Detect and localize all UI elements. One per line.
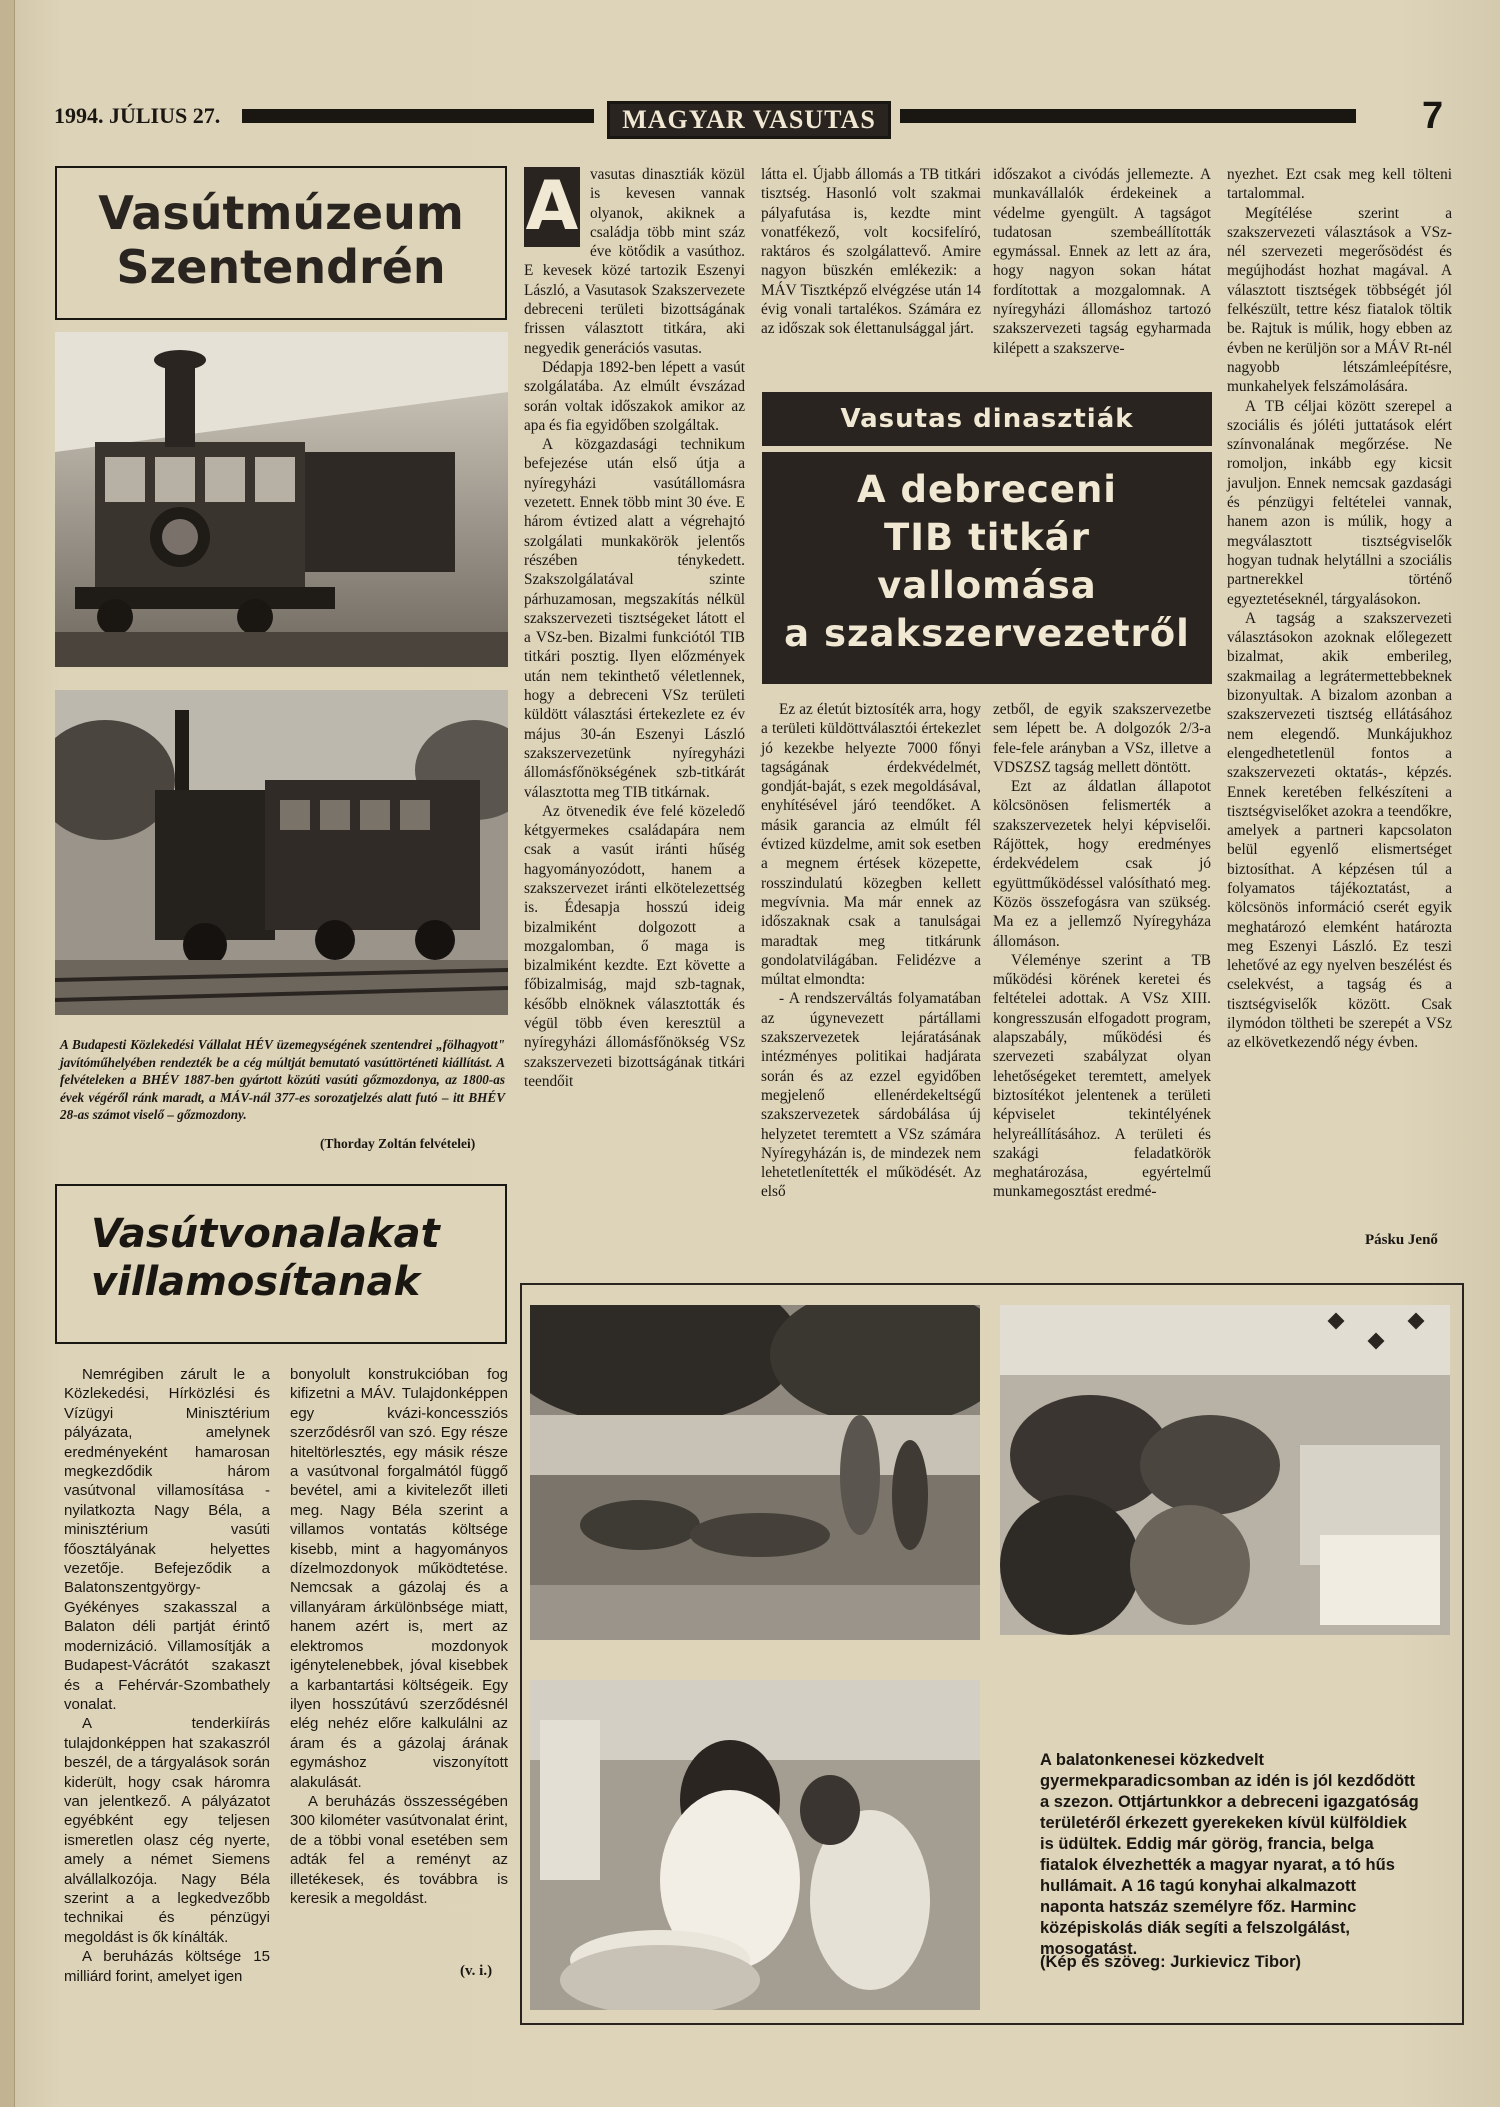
electrify-title-box	[55, 1184, 507, 1344]
museum-caption: A Budapesti Közlekedési Vállalat HÉV üzemegységének szentendrei „fölhagyott" javítóműhelyében rendezték be a cég múltját bemutató vasúttörténeti kiállítást. A felvételeken a BHÉV 1887-ben gyártott közúti vasúti gőzmozdonya, az 1800-as évek végéről ránk maradt, a MÁV-nál 377-es sorozatjelzés alatt futó – itt BHÉV 28-as számot viselő – gőzmozdony.	[60, 1037, 505, 1122]
paragraph: A közgazdasági technikum befejezése után első útja a nyíregyházi vasútállomásra vezetett. Ennek több mint 30 éve. E három évtized alatt a végrehajtó szolgálati munkakörök jelentős részében ténykedett. Szakszolgálatával szinte párhuzamosan, megszakítás nélkül szakszervezeti tisztségeket látott el a VSz-ben. Bizalmi funkciótól TIB titkári posztig. Ilyen előzmények után nem tekinthető véletlennek, hogy a debreceni VSz területi küldött választási értekezlete ez év május 30-án Eszenyi László szakszervezetünk nyíregyházi állomásfőnökségének szb-titkárát választotta meg TIB titkárnak.	[524, 436, 745, 801]
dynasty-column-2-top	[761, 165, 981, 375]
paragraph: A beruházás költsége 15 milliárd forint, amelyet igen	[64, 1948, 270, 1985]
page-number: 7	[1422, 95, 1444, 137]
paragraph: időszakot a civódás jellemezte. A munkavállalók érdekeinek a védelme gyengült. A tagságot tudatosan szembeállították egymással. Ennek az lett az ára, hogy nagyon sokan hátat fordítottak a mozgalomnak. A nyíregyházi állomáshoz tartozó szakszervezeti tagság egyharmada kilépett a szakszerve-	[993, 166, 1211, 357]
dynasty-column-1	[524, 165, 745, 1090]
museum-title-line1: Vasútmúzeum	[98, 186, 464, 240]
paragraph: bonyolult konstrukcióban fog kifizetni a MÁV. Tulajdonképpen egy kvázi-koncessziós szerződésről van szó. Egy része hiteltörlesztés, egy másik része a vasútvonal forgalmától függő bevétel, ami a kivitelezőt illeti meg. Nagy Béla szerint a villamos vontatás költsége kisebb, mint a hagyományos dízelmozdonyok működtetése. Nemcsak a gázolaj és a villanyáram árkülönbsége miatt, hanem azért is, mert az elektromos mozdonyok igénytelenebbek, jóval kisebbek a karbantartási költségeik. Egy ilyen hosszútávú szerződésnél elég nehéz előre kalkulálni az áram és a gázolaj árának egymáshoz viszonyított alakulását.	[290, 1366, 508, 1791]
issue-date: 1994. JÚLIUS 27.	[54, 103, 221, 128]
balaton-photo-dining	[1000, 1305, 1450, 1635]
paragraph: Véleménye szerint a TB működési körének keretei és feltételei adottak. A VSz XIII. kongresszusán elfogadott program, alapszabály, működési és szervezeti szabályzat olyan lehetőségeket teremtett, amelyek biztosítékot jelentenek a területi képviselet tekintélyének helyreállításához. A területi és szakági feladatkörök meghatározása, egyértelmű munkamegosztást eredmé-	[993, 951, 1211, 1201]
museum-photo-credit: (Thorday Zoltán felvételei)	[320, 1136, 476, 1151]
balaton-photo-kitchen	[530, 1680, 980, 2010]
electrify-title-line2: villamosítanak	[91, 1259, 421, 1305]
museum-title-box	[55, 166, 507, 320]
balaton-photo-beach	[530, 1305, 980, 1640]
museum-photo-tram	[55, 332, 508, 667]
dynasty-kicker: Vasutas dinasztiák	[762, 392, 1212, 446]
paragraph: Dédapja 1892-ben lépett a vasút szolgálatába. Az elmúlt évszázad során voltak időszakok amikor az apa és fia egyidőben szolgáltak.	[524, 358, 745, 434]
header-rule-right	[900, 109, 1356, 123]
paragraph: A tenderkiírás tulajdonképpen hat szakaszról beszél, de a tárgyalások során kiderült, hogy csak háromra van jelentkező. A pályázatot egyébként egy teljesen ismeretlen olasz cég nyerte, amely a német Siemens alvállalkozója. Nagy Béla szerint a a legkedvezőbb technikai és pénzügyi megoldást is ők kínálták.	[64, 1715, 270, 1946]
paragraph: nyezhet. Ezt csak meg kell tölteni tartalommal.	[1227, 166, 1452, 203]
dynasty-column-3-bottom	[993, 700, 1211, 1260]
drop-cap: A	[525, 167, 579, 246]
balaton-credit: (Kép és szöveg: Jurkievicz Tibor)	[1040, 1953, 1302, 1971]
paragraph: A beruházás összességében 300 kilométer vasútvonalat érint, de a többi vonal esetében sem adták fel a reményt az illetékesek, és továbbra is keresik a megoldást.	[290, 1792, 508, 1907]
paragraph: - A rendszerváltás folyamatában az úgynevezett pártállami szakszervezetek lejáratásának intézményes politikai hadjárata során és az ezzel egyidőben megjelenő ellenérdekeltségű szakszervezetek sárdobálása új helyzetet teremtett a VSz számára Nyíregyházán is, de mindezek nem lehetetlenítették el működését. Az első	[761, 990, 981, 1201]
headline-line: TIB titkár	[884, 516, 1090, 559]
paragraph: A TB céljai között szerepel a szociális és jóléti juttatások elért színvonalának megőrzése. Ne romoljon, inkább egy kicsit javuljon. Ennek nemcsak gazdasági és pénzügyi feltételei vannak, hanem azon is múlik, hogy a megválasztott tisztségviselők hogyan tudnak helytállni a szociális partnerekkel történő egyeztetéseknél, tárgyalásokon.	[1227, 397, 1452, 608]
museum-title-line2: Szentendrén	[116, 240, 446, 294]
headline-line: vallomása	[877, 564, 1097, 607]
dynasty-headline	[762, 452, 1212, 684]
masthead: MAGYAR VASUTAS	[607, 101, 891, 139]
headline-line: A debreceni	[857, 468, 1117, 511]
electrify-column-2	[290, 1365, 508, 1965]
dynasty-column-2-bottom	[761, 700, 981, 1260]
dynasty-column-4	[1227, 165, 1452, 1215]
balaton-caption: A balatonkenesei közkedvelt gyermekparadicsomban az idén is jól kezdődött a szezon. Ottjártunkkor a debreceni igazgatóság területéről érkezett gyerekeken kívül külföldiek is üdültek. Eddig már görög, francia, belga fiatalok élvezhették a magyar nyarat, a tó hűs hullámait. A 16 tagú konyhai alkalmazott naponta hatszáz személyre főz. Harminc középiskolás diák segíti a felszolgálást, mosogatást.	[1040, 1751, 1419, 1958]
paragraph: Az ötvenedik éve felé közeledő kétgyermekes családapára nem csak a vasút iránti hűség hagyományozódott, hanem a szakszervezet iránti elkötelezettség is. Édesapja hosszú ideig bizalmiként dolgozott a mozgalomban, ő maga is bizalmiként kezdte. Ezt követte a főbizalmiság, majd szb-tagnak, később elnöknek választották és végül több éven keresztül a nyíregyházi állomásfőnökség VSz szakszervezeti bizottságának titkári teendőit	[524, 802, 745, 1090]
paragraph: Ezt az áldatlan állapotot kölcsönösen felismerték a szakszervezetek helyi képviselői. Rájöttek, hogy eredményes érdekvédelem csak jó együttműködéssel valósítható meg. Közös összefogásra van szükség. Ma ez a jellemző Nyíregyháza állomáson.	[993, 778, 1211, 950]
paragraph: zetből, de egyik szakszervezetbe sem lépett be. A dolgozók 2/3-a fele-fele arányban a VSz, illetve a VDSZSZ tagság mellett döntött.	[993, 701, 1211, 776]
paragraph: Megítélése szerint a szakszervezeti választások a VSz-nél szervezeti megerősödést és megújhodást hozhat magával. A választott tisztségek többségét jól felkészült, tettre kész fiatalok töltik be. Rajtuk is múlik, hogy ebben az évben ne kerüljön sor a MÁV Rt-nél nagyobb létszámleépítésre, munkahelyek felszámolására.	[1227, 204, 1452, 396]
lead-paragraph: vasutas dinasztiák közül is kevesen vannak olyanok, akiknek a családja több mint száz éve kötődik a vasúthoz. E kevesek közé tartozik Eszenyi László, a Vasutasok Szakszervezete debreceni területi bizottságának frissen választott titkára, aki negyedik generációs vasutas.	[524, 166, 745, 357]
page-gutter	[0, 0, 15, 2107]
headline-line: a szakszervezetről	[784, 612, 1190, 655]
electrify-column-1	[64, 1365, 270, 1990]
electrify-signature: (v. i.)	[460, 1963, 493, 1979]
paragraph: A tagság a szakszervezeti választásokon azoknak előlegezett bizalmat, akik emberileg, szakmailag a legrátermettebbeknek bizonyultak. A bizalom azonban a szakszervezeti tisztség ellátásához nem elegendő. Munkájukhoz elengedhetetlenül fontos a szakszervezeti oktatás-, képzés. Ennek keretében felkészíteni a tisztségviselőket azokra a teendőkre, amelyek a partneri kapcsolaton belül egyenlő elismertséget biztosíthat. A képzésen túl a folyamatos tájékoztatást, a kölcsönös információ cserét egyik meghatározó elemként határozta meg Eszenyi László. Ez teszi lehetővé az egy nyelven beszélést és cselekvést, a tagság és a tisztségviselők között. Csak ilymódon töltheti be szerepét a VSz az elkövetkezendő négy évben.	[1227, 609, 1452, 1052]
electrify-title-line1: Vasútvonalakat	[91, 1211, 440, 1257]
museum-photo-locomotive	[55, 690, 508, 1015]
paragraph: Ez az életút biztosíték arra, hogy a területi küldöttválasztói értekezlet jó kezekbe helyezte 7000 főnyi tagságának érdekvédelmét, gondját-baját, s ezek megoldásával, enyhítésével járó teendőket. A másik garancia az elmúlt fél évtized küzdelme, amit sok esetben a megnem értések közepette, rosszindulatú közegben kellett megvívnia. Ma már ennek az időszaknak csak a tanulságai maradtak meg titkárunk gondolatvilágában. Felidézve a múltat elmondta:	[761, 701, 981, 989]
paragraph: Nemrégiben zárult le a Közlekedési, Hírközlési és Vízügyi Minisztérium pályázata, amelynek eredményeként hamarosan megkezdődik három vasútvonal villamosítása - nyilatkozta Nagy Béla, a minisztérium vasúti főosztályának helyettes vezetője. Befejeződik a Balatonszentgyörgy-Gyékényes szakasszal a Balaton déli partját érintő modernizáció. Villamosítják a Budapest-Vácrátót szakaszt és a Fehérvár-Szombathely vonalat.	[64, 1366, 270, 1713]
dynasty-author: Pásku Jenő	[1365, 1232, 1438, 1248]
paragraph: látta el. Újabb állomás a TB titkári tisztség. Hasonló volt szakmai pályafutása is, kezdte mint vonatfékező, volt kocsifelíró, raktáros és szolgálattevő. Amire nagyon büszkén emlékezik: a MÁV Tisztképző elvégzése után 14 évig vonali tartalékos. Számára ez az időszak sok élettanulsággal járt.	[761, 166, 981, 338]
header-rule-left	[242, 109, 594, 123]
dynasty-column-3-top	[993, 165, 1211, 375]
